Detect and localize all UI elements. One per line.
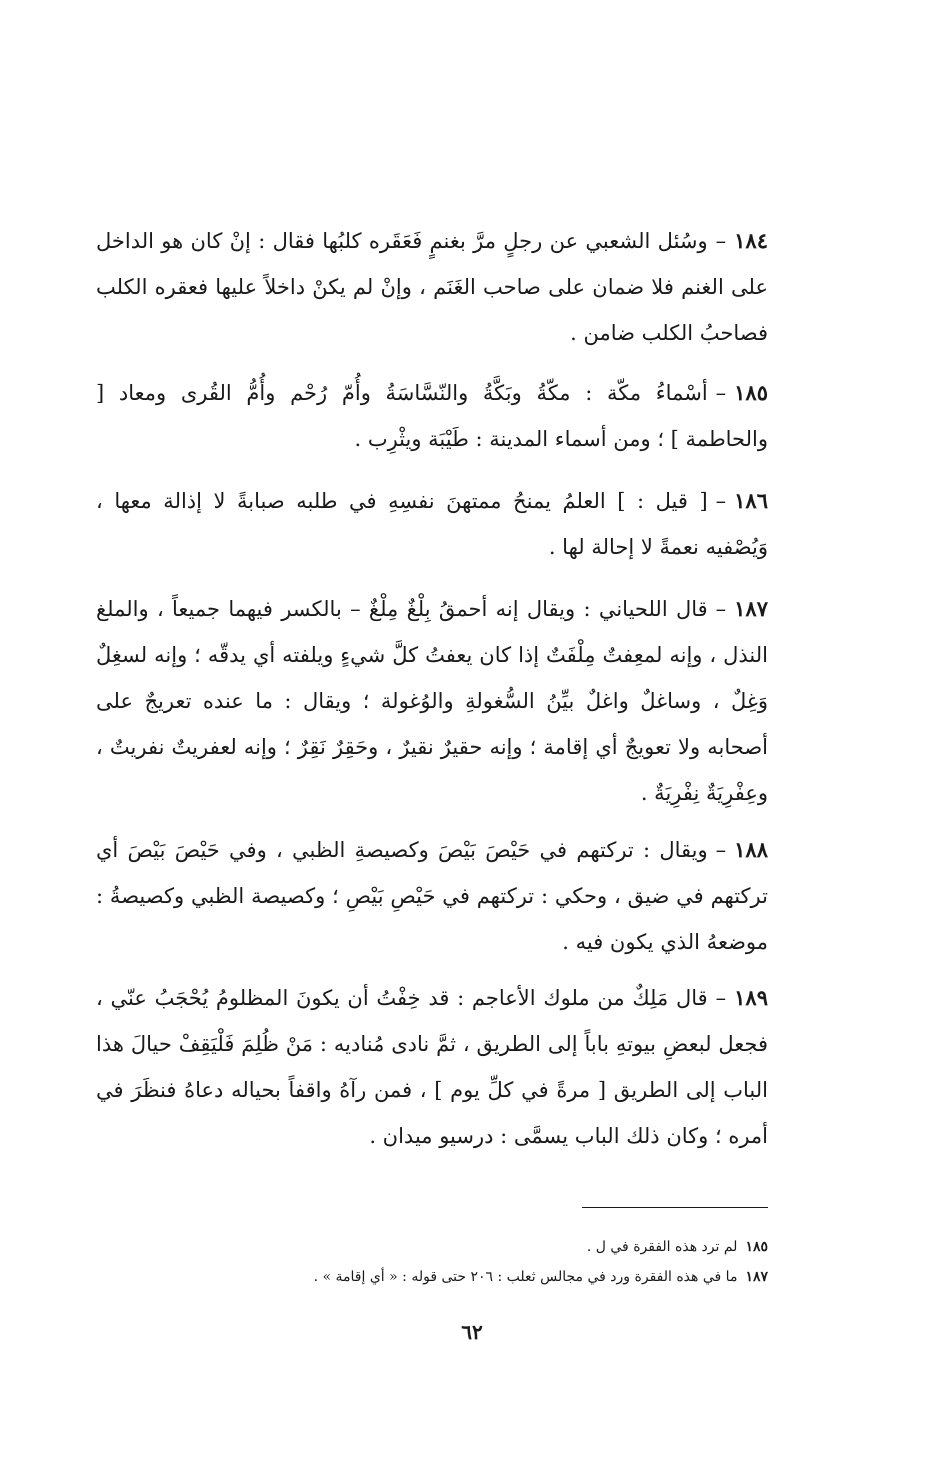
paragraph-text: وسُئل الشعبي عن رجلٍ مرَّ بغنمٍ فَعَقَره كلبُها فقال : إنْ كان هو الداخل على الغنم فلا ضمان على صاحب الغَنَم ، وإنْ لم يكنْ داخلاً عليها فعقره الكلب فصاحبُ الكلب ضامن . [96, 229, 768, 345]
footnote-separator [582, 1207, 768, 1208]
paragraph-text: قال اللحياني : ويقال إنه أحمقُ بِلْغٌ مِلْغٌ – بالكسر فيهما جميعاً ، والملغ النذل ، وإنه لمعِفتٌ مِلْفَتٌ إذا كان يعفتُ كلَّ شيءٍ ويلفته أي يدقّه ؛ وإنه لسغِلٌ وَغِلٌ ، وساغلٌ واغلٌ بيِّنُ السُّغولةِ والوُغولة ؛ ويقال : ما عنده تعريجٌ على أصحابه ولا تعويجٌ أي إقامة ؛ وإنه حقيرٌ نقيرٌ ، وحَقِرٌ نَقِرٌ ؛ وإنه لعفريتٌ نفريتٌ ، وعِفْرِيَةٌ نِفْرِيَةٌ . [96, 597, 768, 805]
paragraph-185 [96, 370, 768, 462]
paragraph-186 [96, 478, 768, 570]
paragraph-text: أسْماءُ مكّة : مكّةُ وبَكَّةُ والنّسَّاسَةُ وأُمّ رُحْم وأُمُّ القُرى ومعاد [ والحاطمة ] ؛ ومن أسماء المدينة : طَيْبَة ويثْرِب . [96, 381, 768, 451]
paragraph-187 [96, 586, 768, 816]
paragraph-dash: – [715, 229, 727, 253]
paragraph-dash: – [715, 381, 727, 405]
paragraph-dash: – [715, 986, 727, 1010]
paragraph-number: ١٨٤ [734, 228, 768, 253]
footnote-text: ما في هذه الفقرة ورد في مجالس ثعلب : ٢٠٦ حتى قوله : « أي إقامة » . [313, 1269, 738, 1285]
footnote-number: ١٨٧ [745, 1269, 768, 1285]
paragraph-number: ١٨٩ [734, 985, 768, 1010]
paragraph-body [96, 975, 768, 1159]
paragraph-body [96, 478, 768, 570]
paragraph-body [96, 218, 768, 356]
footnote-text: لم ترد هذه الفقرة في ل . [586, 1239, 738, 1255]
paragraph-body [96, 586, 768, 816]
paragraph-188 [96, 827, 768, 965]
paragraph-number: ١٨٨ [734, 837, 768, 862]
paragraph-number: ١٨٦ [734, 488, 768, 513]
paragraph-189 [96, 975, 768, 1159]
paragraph-body [96, 827, 768, 965]
paragraph-dash: – [715, 838, 727, 862]
paragraph-dash: – [715, 489, 727, 513]
footnote-185 [96, 1232, 768, 1262]
paragraph-184 [96, 218, 768, 356]
paragraph-text: ويقال : تركتهم في حَيْصَ بَيْصَ وكصيصةِ الظبي ، وفي حَيْصَ بَيْصَ أي تركتهم في ضيق ، وحكي : تركتهم في حَيْصِ بَيْصِ ؛ وكصيصة الظبي وكصيصةُ : موضعهُ الذي يكون فيه . [96, 838, 768, 954]
paragraph-text: [ قيل : ] العلمُ يمنحُ ممتهنَ نفسِهِ في طلبه صبابةً لا إذالة معها ، وَيُصْفيه نعمةً لا إحالة لها . [96, 489, 768, 559]
paragraph-text: قال مَلِكٌ من ملوك الأعاجم : قد خِفْتُ أن يكونَ المظلومُ يُحْجَبُ عنّي ، فجعل لبعضِ بيوتهِ باباً إلى الطريق ، ثمَّ نادى مُناديه : مَنْ ظُلِمَ فَلْيَقِفْ حيالَ هذا الباب إلى الطريق [ مرةً في كلِّ يوم ] ، فمن رآهُ واقفاً بحياله دعاهُ فنظَرَ في أمره ؛ وكان ذلك الباب يسمَّى : درسيو ميدان . [96, 986, 768, 1148]
paragraph-dash: – [715, 597, 727, 621]
paragraph-body [96, 370, 768, 462]
paragraph-number: ١٨٧ [734, 596, 768, 621]
footnote-number: ١٨٥ [745, 1239, 768, 1255]
paragraph-number: ١٨٥ [734, 380, 768, 405]
footnote-187 [96, 1262, 768, 1292]
page-number: ٦٢ [461, 1320, 483, 1344]
